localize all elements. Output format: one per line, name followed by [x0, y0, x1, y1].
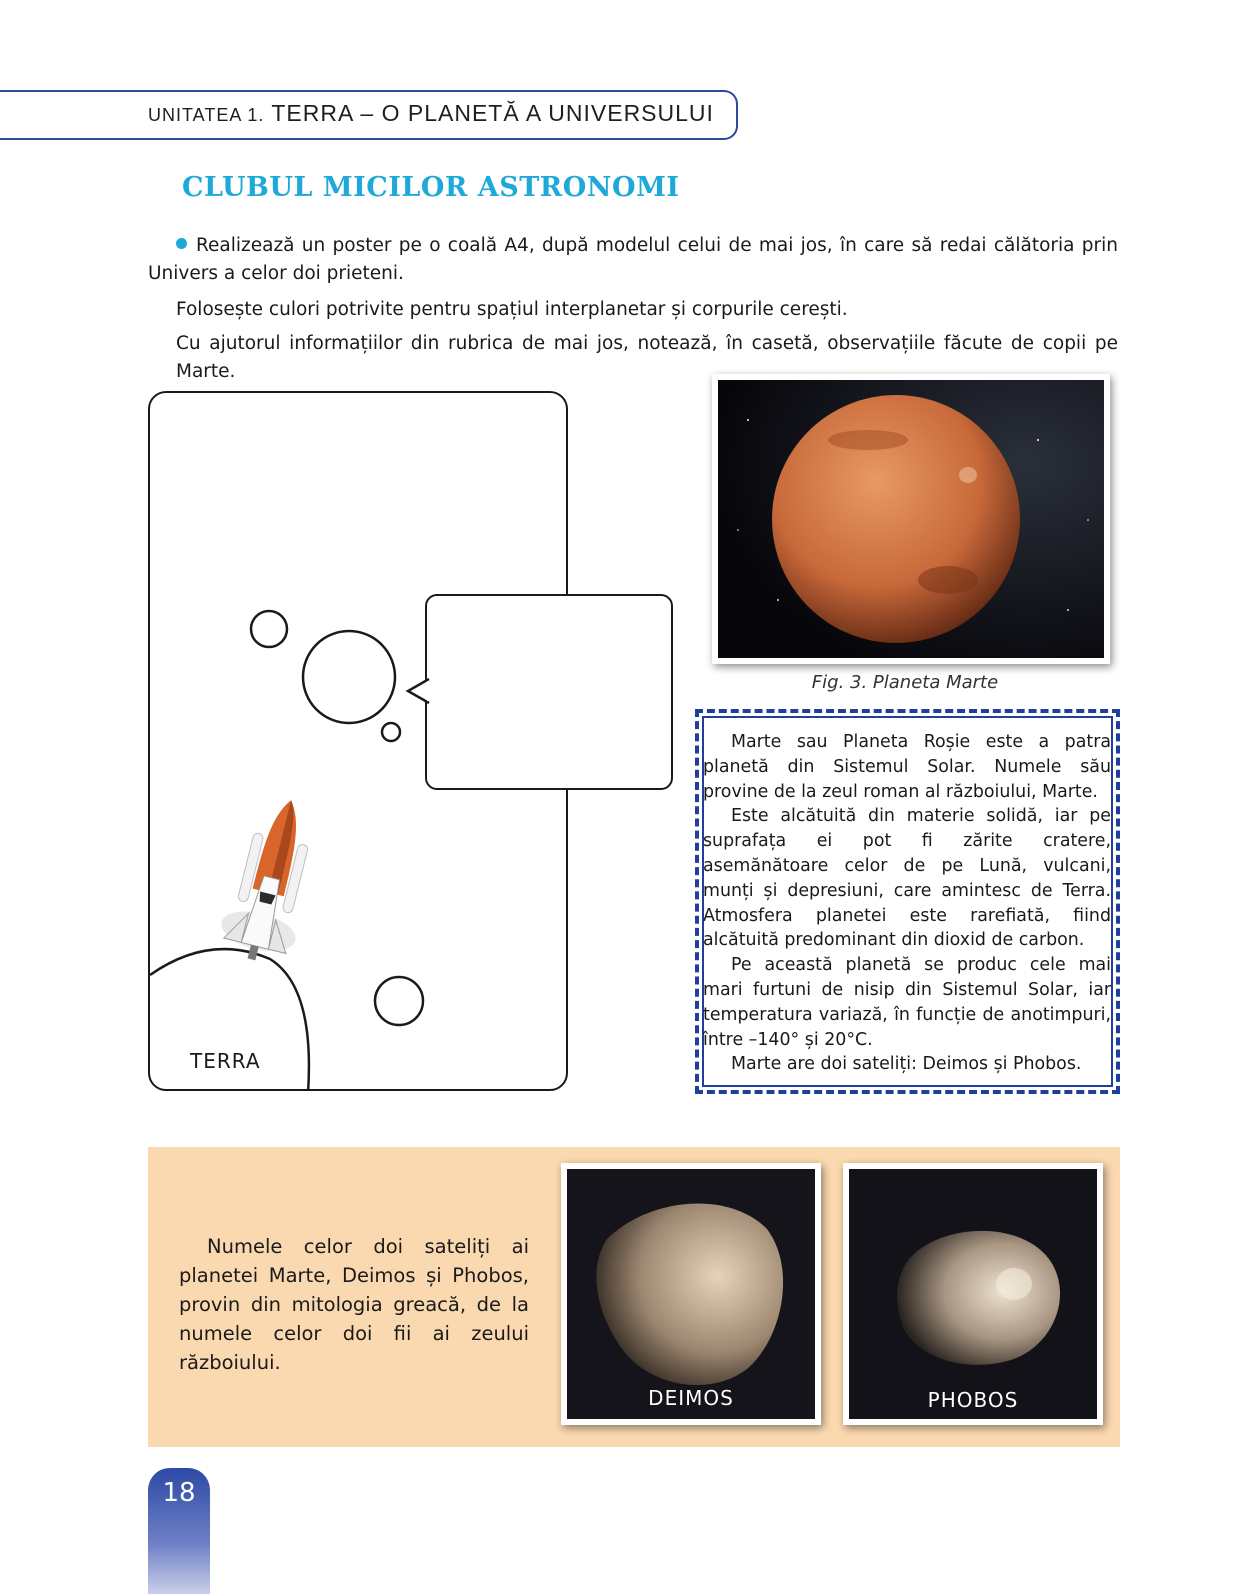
- planet-circle: [303, 631, 395, 723]
- terra-label: TERRA: [190, 1049, 261, 1073]
- phobos-label: PHOBOS: [927, 1388, 1019, 1412]
- section-title: CLUBUL MICILOR ASTRONOMI: [182, 172, 680, 203]
- unit-header: [148, 100, 714, 127]
- small-circle: [251, 611, 287, 647]
- mars-info-text: [703, 730, 1111, 1077]
- info-paragraph-1: Marte sau Planeta Roșie este a patra planetă din Sistemul Solar. Numele său provine de la zeul roman al războiului, Marte.: [703, 732, 1111, 802]
- page-number: 18: [162, 1478, 196, 1508]
- unit-label: UNITATEA 1.: [148, 105, 265, 125]
- deimos-label: DEIMOS: [648, 1386, 734, 1410]
- unit-title: TERRA – O PLANETĂ A UNIVERSULUI: [271, 100, 714, 126]
- info-paragraph-3: Pe această planetă se produc cele mai mari furtuni de nisip din Sistemul Solar, iar temperatura variază, în funcție de anotimpuri, între –140° și 20°C.: [703, 955, 1111, 1050]
- observation-box[interactable]: [425, 594, 673, 790]
- tiny-circle: [382, 723, 400, 741]
- deimos-illustration: [567, 1169, 815, 1419]
- callout-arrow-icon: [405, 676, 431, 706]
- mars-illustration: [718, 380, 1104, 658]
- instruction-1-text: Realizează un poster pe o coală A4, după modelul celui de mai jos, în care să redai călătoria prin Univers a celor doi prieteni.: [148, 235, 1118, 284]
- info-paragraph-4: Marte are doi sateliți: Deimos și Phobos.: [731, 1054, 1082, 1075]
- figure-caption: Fig. 3. Planeta Marte: [811, 672, 999, 693]
- instruction-1: [148, 232, 1118, 288]
- moon-circle: [375, 977, 423, 1025]
- satellites-text-body: Numele celor doi sateliți ai planetei Marte, Deimos și Phobos, provin din mitologia greacă, de la numele celor doi fii ai zeului războiului.: [179, 1235, 529, 1374]
- mars-planet: [772, 395, 1020, 643]
- phobos-illustration: [849, 1169, 1097, 1419]
- instruction-3: Cu ajutorul informațiilor din rubrica de mai jos, notează, în casetă, observațiile făcute de copii pe Marte.: [176, 333, 1118, 382]
- phobos-image: [843, 1163, 1103, 1425]
- satellites-text: [179, 1232, 529, 1377]
- rocket-icon: [215, 791, 328, 969]
- bullet-icon: [176, 238, 187, 249]
- instruction-2: Folosește culori potrivite pentru spațiul interplanetar și corpurile cerești.: [176, 299, 848, 320]
- info-paragraph-2: Este alcătuită din materie solidă, iar pe suprafața ei pot fi zărite cratere, asemănătoare celor de pe Lună, vulcani, munți și depresiuni, care amintesc de Terra. Atmosfera planetei este rarefiată, fiind alcătuită predominant din dioxid de carbon.: [703, 806, 1111, 951]
- mars-image: [712, 374, 1110, 664]
